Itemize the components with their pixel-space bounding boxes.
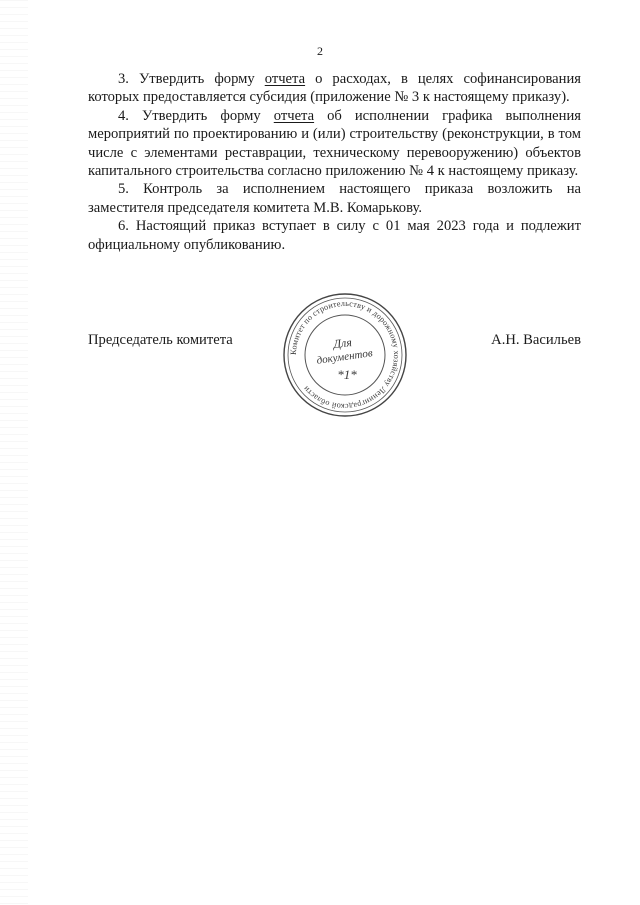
paragraph-3 (88, 70, 581, 107)
official-seal-stamp (280, 290, 410, 420)
paragraph-3-underlined-word: отчета (264, 71, 306, 87)
paragraph-4 (88, 107, 581, 181)
signatory-position: Председатель комитета (88, 332, 233, 348)
paragraph-5: 5. Контроль за исполнением настоящего приказа возложить на заместителя председателя комитета М.В. Комарькову. (88, 181, 581, 216)
seal-center-line-3: *1* (337, 367, 357, 382)
scan-edge-artifact (0, 0, 28, 905)
seal-center-line-1: Для (332, 335, 353, 351)
document-body (88, 70, 581, 254)
paragraph-4-text-end: об исполнении графика выполнения мероприятий по проектированию и (или) строительству (реконструкции, в том числе с элементами реставрации, техническому перевооружению) объектов капитального строительства согласно приложению № 4 к настоящему приказу. (88, 107, 581, 180)
paragraph-4-text-start: 4. Утвердить форму (118, 107, 274, 124)
signature-block (88, 330, 581, 352)
seal-center-line-2: документов (315, 347, 374, 367)
signatory-name: А.Н. Васильев (491, 332, 581, 348)
official-seal-stamp-graphic (280, 290, 410, 420)
paragraph-3-text-end: о расходах, в целях софинансирования которых предоставляется субсидия (приложение № 3 к настоящему приказу). (88, 71, 581, 106)
seal-ring-text: Комитет по строительству и дорожному хозяйству Ленинградской области (288, 298, 402, 412)
page-number: 2 (317, 44, 323, 58)
paragraph-6: 6. Настоящий приказ вступает в силу с 01 мая 2023 года и подлежит официальному опубликованию. (88, 218, 581, 253)
paragraph-3-text-start: 3. Утвердить форму (118, 71, 265, 87)
paragraph-4-underlined-word: отчета (273, 107, 315, 124)
